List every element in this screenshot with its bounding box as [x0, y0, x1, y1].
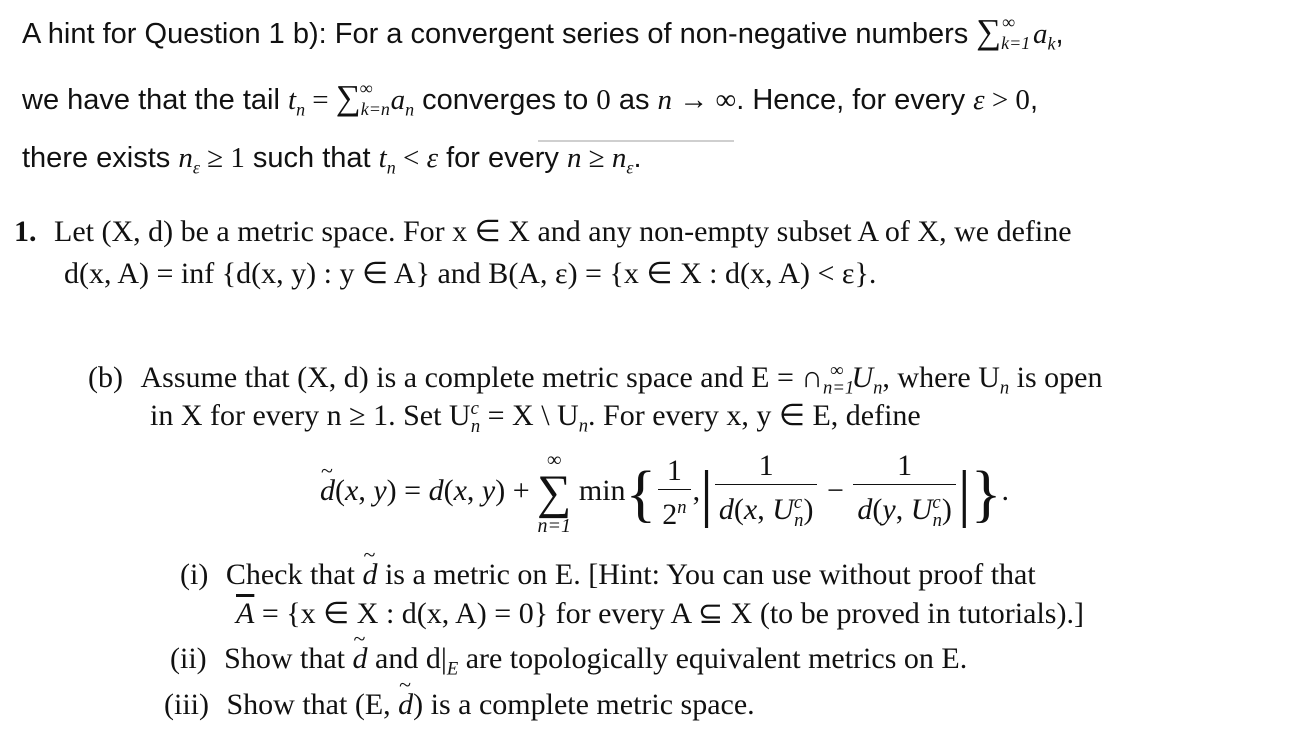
item-ii: (ii) Show that ~ d and $d|_E$ are topologically equivalent metrics on E. [170, 642, 967, 681]
item-i-line-2: $\overline{A} = \{x$ ∈ X : d(x, A) = 0} for every A ⊆ X (to be proved in tutorials).] [236, 597, 1084, 630]
problem-1-line-1: 1. Let (X, d) be a metric space. For x ∈ X and any non-empty subset A of X, we define [14, 215, 1072, 248]
part-b-line-2: in X for every n ≥ 1. Set $U^c_n = X$ \ $U_n$. For every x, y ∈ E, define [150, 398, 921, 437]
problem-1-line-2: d(x, A) = inf {d(x, y) : y ∈ A} and B(A, ε) = {x ∈ X : d(x, A) < ε}. [64, 257, 877, 290]
sum-symbol-icon: ∞ ∑ n=1 [537, 449, 572, 538]
faint-underline [538, 140, 734, 142]
sum-icon: $\sum_{k=1}^\infty$ [976, 11, 1031, 54]
hint-line-3: there exists $n_\varepsilon \ge 1$ such that $t_n < \varepsilon$ for every $n \ge n_\varepsilon$. [22, 142, 642, 178]
hint-line-1: A hint for Question 1 b): For a convergent series of non-negative numbers $\sum_{k=1}^\infty$ $a_k$, [22, 2, 1307, 68]
part-b-line-1: (b) Assume that (X, d) is a complete metric space and $E = \cap_{n=1}^\infty$ $U_n$, where $U_n$ is open [88, 360, 1103, 399]
item-i-line-1: (i) Check that ~ d is a metric on E. [Hint: You can use without proof that [180, 558, 1036, 592]
hint-paragraph [22, 2, 1307, 192]
metric-definition-equation: ~ d(x, y) = d(x, y) + ∞ ∑ n=1 min{ $\frac{1}{2^n}$ ,| $\frac{1}{d(x, U^c_n)}$ − $\frac{1}{d(y, U^c_n)}$ |}. [320, 448, 1009, 544]
item-iii: (iii) Show that (E, ~ d) is a complete metric space. [164, 688, 755, 722]
hint-line-2: we have that the tail $t_n = \sum_{k=n}^\infty$ $a_n$ converges to 0 as n → ∞. Hence, for every ε > 0, [22, 77, 1038, 120]
